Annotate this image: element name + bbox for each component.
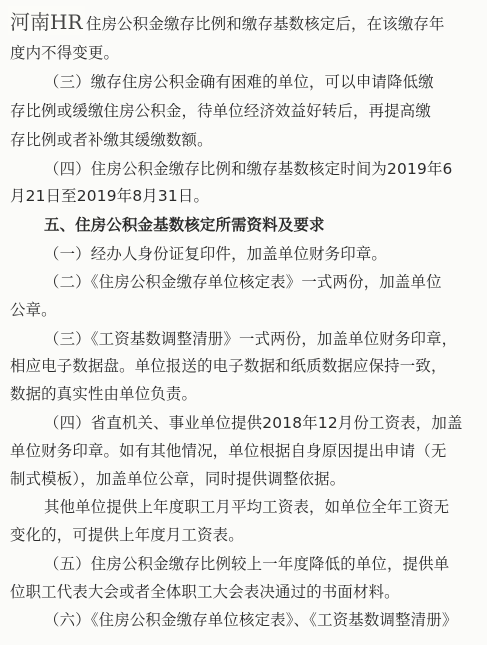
paragraph-line: 变化的，可提供上年度月工资表。: [10, 526, 244, 544]
paragraph-line: （五）住房公积金缴存比例较上一年度降低的单位，提供单: [44, 555, 450, 573]
paragraph-line: 度内不得变更。: [10, 44, 120, 62]
paragraph-line: 月21日至2019年8月31日。: [10, 187, 210, 205]
paragraph-line: （三）缴存住房公积金确有困难的单位，可以申请降低缴: [44, 73, 434, 91]
paragraph-line: 其他单位提供上年度职工月平均工资表，如单位全年工资无: [44, 498, 450, 516]
paragraph-line: 存比例或者补缴其缓缴数额。: [10, 131, 213, 149]
paragraph-line: 位职工代表大会或者全体职工大会表决通过的书面材料。: [10, 583, 400, 601]
paragraph-line: 单位财务印章。如有其他情况，单位根据自身原因提出申请（无: [10, 442, 447, 460]
watermark-logo: 河南HR: [8, 6, 85, 35]
paragraph-line: 数据的真实性由单位负责。: [10, 385, 198, 403]
paragraph-line: （二）《住房公积金缴存单位核定表》一式两份，加盖单位: [44, 273, 442, 291]
paragraph-line: 制式模板），加盖单位公章，同时提供调整依据。: [10, 470, 346, 488]
section-heading: 五、住房公积金基数核定所需资料及要求: [44, 216, 325, 234]
paragraph-line: 公章。: [10, 301, 57, 319]
paragraph-line: 住房公积金缴存比例和缴存基数核定后，在该缴存年: [86, 15, 445, 33]
paragraph-line: （四）省直机关、事业单位提供2018年12月份工资表，加盖: [44, 414, 463, 432]
paragraph-line: （四）住房公积金缴存比例和缴存基数核定时间为2019年6: [44, 160, 453, 178]
paragraph-line: 相应电子数据盘。单位报送的电子数据和纸质数据应保持一致，: [10, 357, 447, 375]
paragraph-line: 存比例或缓缴住房公积金，待单位经济效益好转后，再提高缴: [10, 102, 431, 120]
paragraph-line: （六）《住房公积金缴存单位核定表》、《工资基数调整清册》: [44, 611, 458, 629]
paragraph-line: （三）《工资基数调整清册》一式两份，加盖单位财务印章，: [44, 330, 458, 348]
paragraph-line: （一）经办人身份证复印件，加盖单位财务印章。: [44, 245, 387, 263]
